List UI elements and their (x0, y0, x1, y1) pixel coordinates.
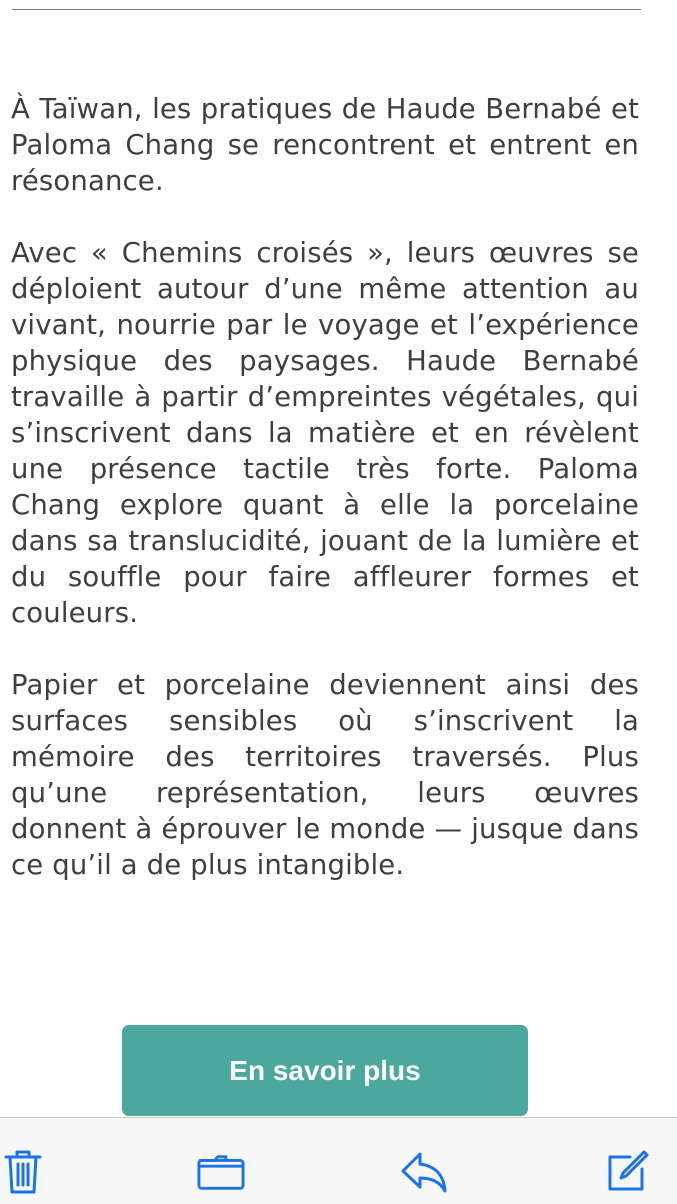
reply-icon (400, 1150, 448, 1194)
paragraph-papier-porcelaine: Papier et porcelaine deviennent ainsi des surfaces sensibles où s’inscrivent la mémoire des territoires traversés. Plus qu’une représentation, leurs œuvres donnent à éprouver le monde — jusque dans ce qu’il a de plus intangible. (11, 669, 639, 881)
trash-icon (3, 1148, 43, 1196)
learn-more-button[interactable]: En savoir plus (122, 1025, 528, 1116)
reply-button[interactable] (400, 1148, 448, 1196)
paragraph-chemins-croises: Avec « Chemins croisés », leurs œuvres se déploient autour d’une même attention au vivant, nourrie par le voyage et l’expérience physique des paysages. Haude Bernabé travaille à partir d’empreintes végétales, qui s’inscrivent dans la matière et en révèlent une présence tactile très forte. Paloma Chang explore quant à elle la porcelaine dans sa translucidité, jouant de la lumière et du souffle pour faire affleurer formes et couleurs. (11, 237, 639, 629)
folder-icon (197, 1152, 245, 1192)
header-divider (12, 9, 641, 10)
compose-icon (604, 1149, 650, 1195)
move-to-folder-button[interactable] (197, 1148, 245, 1196)
delete-button[interactable] (0, 1148, 47, 1196)
paragraph-intro: À Taïwan, les pratiques de Haude Bernabé et Paloma Chang se rencontrent et entrent en résonance. (11, 93, 639, 197)
email-body (11, 91, 639, 919)
compose-button[interactable] (603, 1148, 651, 1196)
mail-toolbar (0, 1117, 677, 1204)
